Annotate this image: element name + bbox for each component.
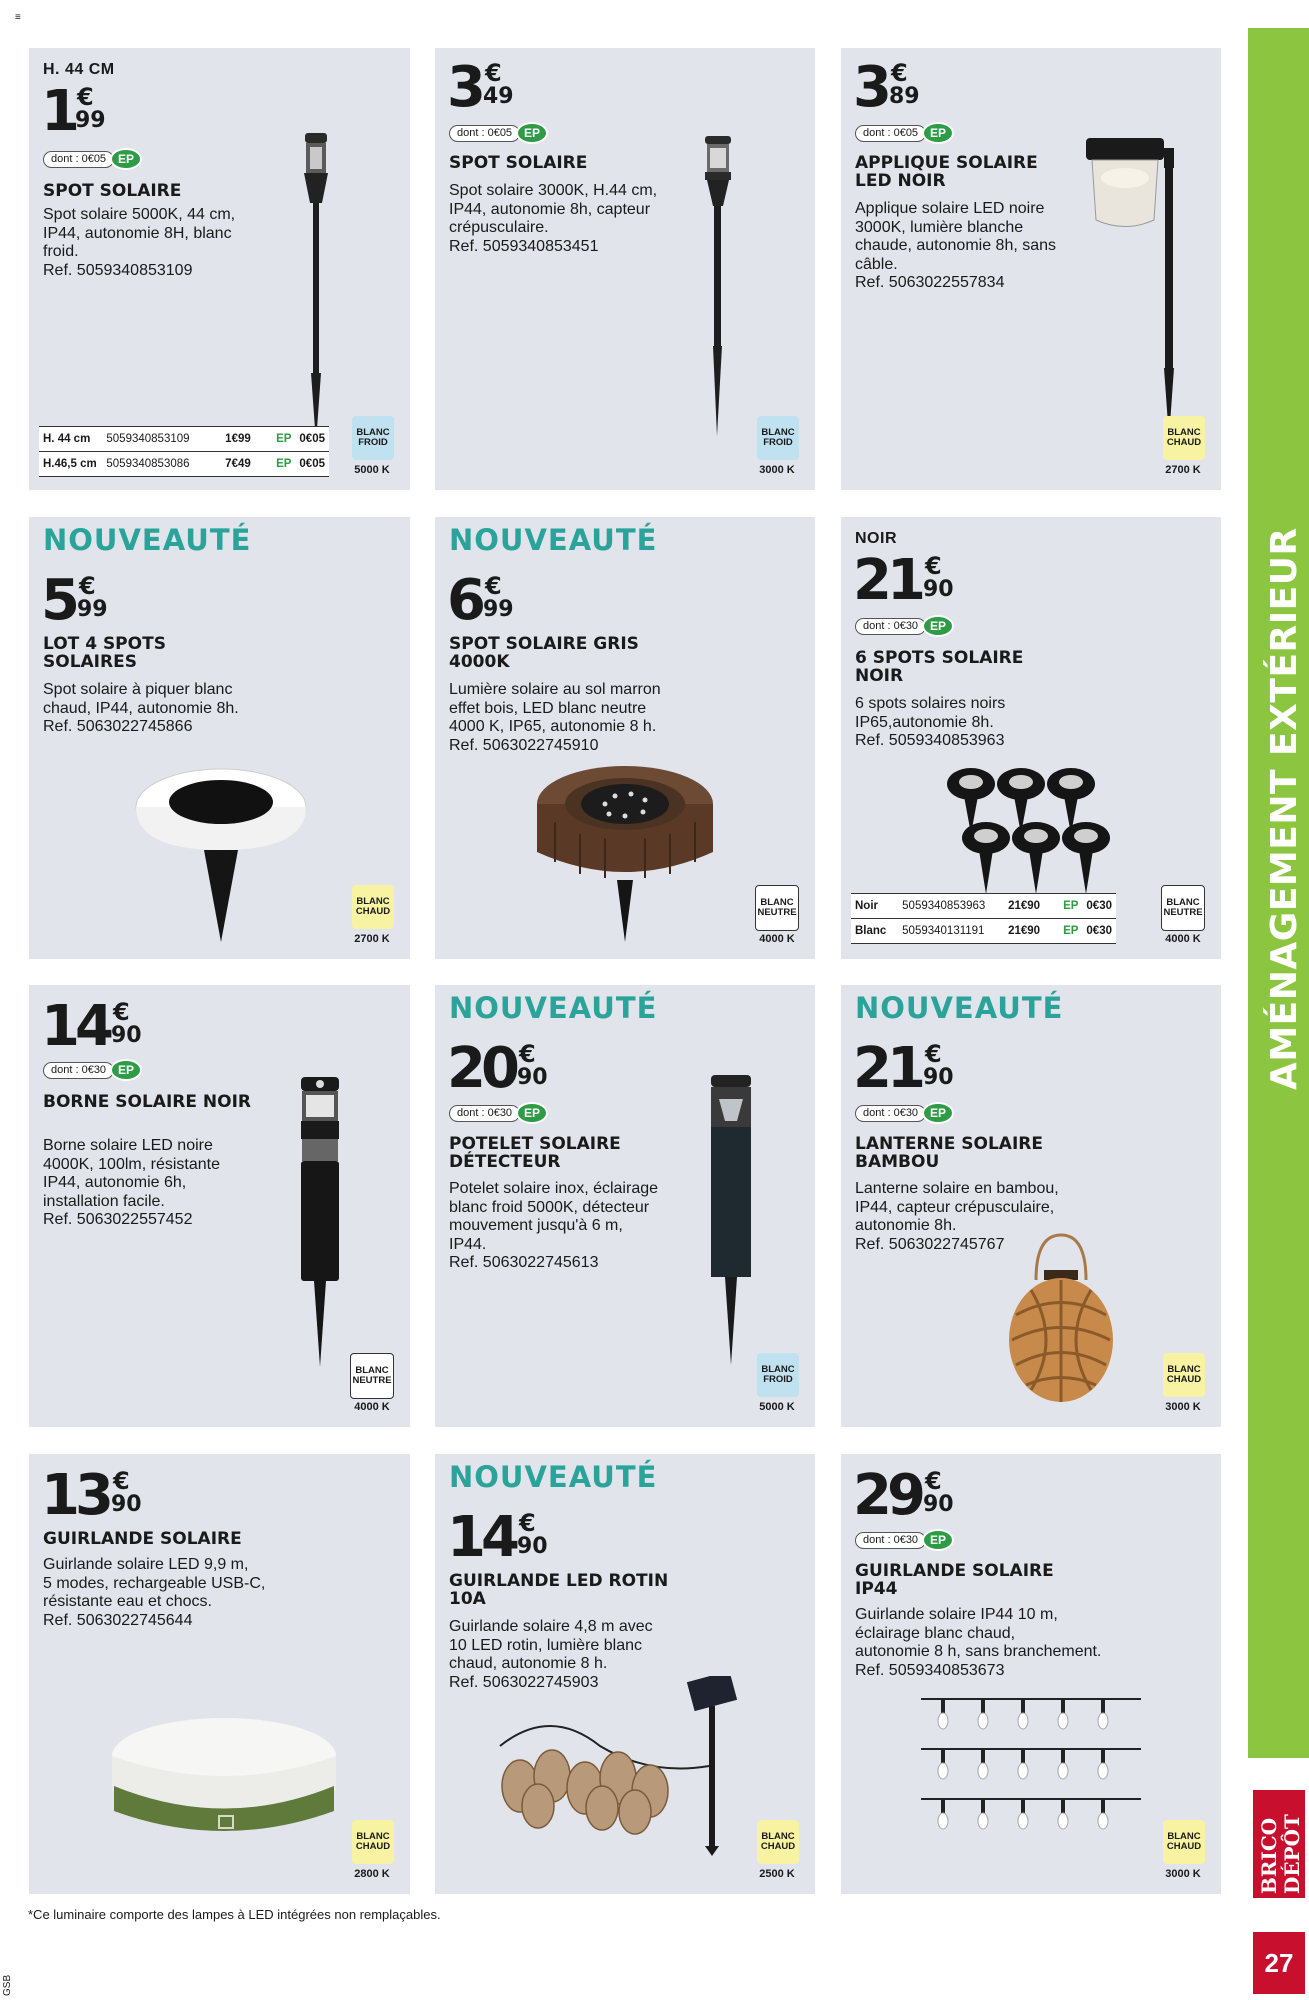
price-currency: €: [79, 572, 96, 600]
product-description: Borne solaire LED noire 4000K, 100lm, résistante IP44, autonomie 6h, installation facile. Ref. 5063022557452: [43, 1137, 220, 1228]
eco-amount: dont : 0€05: [855, 125, 926, 142]
kelvin-value: 2500 K: [759, 1868, 795, 1880]
product-title: GUIRLANDE SOLAIRE IP44: [855, 1561, 1054, 1599]
price-currency: €: [925, 552, 942, 580]
price-integer: 21: [853, 1036, 921, 1101]
ep-logo-icon: EP: [922, 1102, 954, 1124]
variant-price: 1€99: [225, 433, 251, 445]
page-number: 27: [1253, 1932, 1305, 1994]
product-title: SPOT SOLAIRE: [449, 153, 588, 173]
price-integer: 6: [447, 568, 481, 633]
variant-ref: 5059340853109: [106, 433, 190, 445]
product-description: Guirlande solaire IP44 10 m, éclairage blanc chaud, autonomie 8 h, sans branchement. Ref. 5059340853673: [855, 1606, 1102, 1679]
product-description: Spot solaire 3000K, H.44 cm, IP44, autonomie 8h, capteur crépusculaire. Ref. 5059340853451: [449, 182, 658, 255]
product-title: 6 SPOTS SOLAIRE NOIR: [855, 648, 1024, 686]
variant-eco: 0€30: [1086, 925, 1112, 937]
corner-code: GSB: [2, 1974, 13, 1996]
product-title: GUIRLANDE SOLAIRE: [43, 1529, 242, 1549]
ep-logo-icon: EP: [516, 122, 548, 144]
eco-participation: [855, 1102, 954, 1124]
price-cents: 90: [111, 1023, 142, 1048]
eco-amount: dont : 0€30: [855, 1532, 926, 1549]
product-description: Spot solaire à piquer blanc chaud, IP44, autonomie 8h. Ref. 5063022745866: [43, 681, 239, 735]
product-title: GUIRLANDE LED ROTIN 10A: [449, 1571, 669, 1609]
product-title: LOT 4 SPOTS SOLAIRES: [43, 634, 166, 672]
eco-amount: dont : 0€05: [43, 151, 114, 168]
product-card: [841, 517, 1221, 959]
price-currency: €: [113, 998, 130, 1026]
price-integer: 20: [447, 1036, 515, 1101]
corner-mark: ≡: [15, 12, 21, 23]
kelvin-value: 2800 K: [354, 1868, 390, 1880]
eco-participation: [43, 1059, 142, 1081]
brico-depot-logo: [1253, 1790, 1305, 1898]
light-temperature-badge: BLANC CHAUD: [352, 1820, 394, 1864]
eco-amount: dont : 0€30: [855, 618, 926, 635]
product-title: APPLIQUE SOLAIRE LED NOIR: [855, 153, 1038, 191]
guirlande-rotin-image: [490, 1676, 755, 1856]
eco-amount: dont : 0€30: [855, 1105, 926, 1122]
ep-icon: EP: [276, 458, 292, 470]
ep-icon: EP: [276, 433, 292, 445]
spot-piquer-image: [134, 762, 309, 947]
light-temperature-badge: BLANC NEUTRE: [350, 1353, 394, 1399]
variant-ref: 5059340853086: [106, 458, 190, 470]
kelvin-value: 4000 K: [1165, 933, 1201, 945]
product-card: [841, 48, 1221, 490]
potelet-solaire-image: [703, 1075, 763, 1385]
variant-eco: 0€30: [1086, 900, 1112, 912]
price-integer: 21: [853, 548, 921, 613]
product-card: [435, 985, 815, 1427]
price-integer: 29: [853, 1463, 921, 1528]
price-currency: €: [485, 59, 502, 87]
product-description: Spot solaire 5000K, 44 cm, IP44, autonomie 8H, blanc froid. Ref. 5059340853109: [43, 206, 236, 279]
light-temperature-badge: BLANC FROID: [757, 416, 799, 460]
product-title: SPOT SOLAIRE: [43, 181, 182, 201]
price-cents: 90: [923, 1492, 954, 1517]
eco-participation: [855, 122, 954, 144]
price-cents: 99: [77, 597, 108, 622]
ep-logo-icon: EP: [922, 122, 954, 144]
eco-amount: dont : 0€05: [449, 125, 520, 142]
light-temperature-badge: BLANC CHAUD: [1163, 1353, 1205, 1397]
product-card: [29, 48, 410, 490]
price-cents: 90: [517, 1065, 548, 1090]
applique-solaire-image: [1086, 138, 1196, 448]
product-card: [841, 985, 1221, 1427]
ep-logo-icon: EP: [516, 1102, 548, 1124]
product-subtitle: H. 44 CM: [43, 61, 115, 78]
variant-ref: 5059340853963: [902, 900, 986, 912]
variant-price: 21€90: [1008, 900, 1041, 912]
variant-eco: 0€05: [299, 458, 325, 470]
borne-solaire-image: [297, 1077, 347, 1377]
variant-ref: 5059340131191: [902, 925, 985, 937]
ep-logo-icon: EP: [922, 1529, 954, 1551]
new-tag: NOUVEAUTÉ: [449, 991, 658, 1025]
new-tag: NOUVEAUTÉ: [43, 523, 252, 557]
variant-eco: 0€05: [299, 433, 325, 445]
kelvin-value: 4000 K: [354, 1401, 390, 1413]
ep-icon: EP: [1063, 925, 1079, 937]
product-card: [29, 517, 410, 959]
kelvin-value: 2700 K: [354, 933, 390, 945]
product-description: Applique solaire LED noire 3000K, lumière blanche chaude, autonomie 8h, sans câble. Ref. 5063022557834: [855, 200, 1057, 291]
kelvin-value: 5000 K: [759, 1401, 795, 1413]
eco-amount: dont : 0€30: [449, 1105, 520, 1122]
new-tag: NOUVEAUTÉ: [449, 1460, 658, 1494]
price-currency: €: [925, 1467, 942, 1495]
variant-table: [851, 893, 1116, 944]
price-currency: €: [519, 1040, 536, 1068]
side-banner-title: AMÉNAGEMENT EXTÉRIEUR: [1264, 527, 1305, 1090]
price-cents: 90: [517, 1534, 548, 1559]
price-currency: €: [113, 1467, 130, 1495]
product-description: Lanterne solaire en bambou, IP44, capteur crépusculaire, autonomie 8h. Ref. 5063022745767: [855, 1180, 1059, 1253]
price-cents: 99: [75, 108, 106, 133]
logo-line1: BRICO: [1257, 1817, 1281, 1894]
price-integer: 13: [41, 1463, 109, 1528]
ep-logo-icon: EP: [110, 1059, 142, 1081]
product-card: [435, 48, 815, 490]
product-description: Guirlande solaire 4,8 m avec 10 LED rotin, lumière blanc chaud, autonomie 8 h. Ref. 5063022745903: [449, 1618, 653, 1691]
light-temperature-badge: BLANC FROID: [757, 1353, 799, 1397]
product-description: Guirlande solaire LED 9,9 m, 5 modes, rechargeable USB-C, résistante eau et chocs. Ref. 5063022745644: [43, 1556, 266, 1629]
variant-label: Blanc: [855, 925, 887, 937]
eco-participation: [449, 1102, 548, 1124]
product-title: POTELET SOLAIRE DÉTECTEUR: [449, 1134, 621, 1172]
price-cents: 49: [483, 84, 514, 109]
eco-participation: [43, 148, 142, 170]
price-integer: 1: [41, 79, 75, 144]
price-cents: 89: [889, 84, 920, 109]
variant-table: [39, 426, 329, 477]
light-temperature-badge: BLANC CHAUD: [1163, 1820, 1205, 1864]
footnote: *Ce luminaire comporte des lampes à LED intégrées non remplaçables.: [28, 1907, 441, 1922]
variant-label: Noir: [855, 900, 878, 912]
product-title: BORNE SOLAIRE NOIR: [43, 1092, 251, 1112]
product-title: LANTERNE SOLAIRE BAMBOU: [855, 1134, 1043, 1172]
eco-participation: [855, 1529, 954, 1551]
product-card: [435, 517, 815, 959]
light-temperature-badge: BLANC CHAUD: [757, 1820, 799, 1864]
ep-logo-icon: EP: [922, 615, 954, 637]
price-integer: 3: [447, 55, 481, 120]
kelvin-value: 5000 K: [354, 464, 390, 476]
price-integer: 3: [853, 55, 887, 120]
light-temperature-badge: BLANC NEUTRE: [1161, 885, 1205, 931]
ep-logo-icon: EP: [110, 148, 142, 170]
light-temperature-badge: BLANC NEUTRE: [755, 885, 799, 931]
product-card: [435, 1454, 815, 1894]
product-card: [29, 1454, 410, 1894]
price-integer: 14: [41, 994, 109, 1059]
ep-icon: EP: [1063, 900, 1079, 912]
product-description: 6 spots solaires noirs IP65,autonomie 8h. Ref. 5059340853963: [855, 695, 1006, 749]
price-currency: €: [77, 83, 94, 111]
product-title: SPOT SOLAIRE GRIS 4000K: [449, 634, 639, 672]
price-currency: €: [925, 1040, 942, 1068]
product-description: Lumière solaire au sol marron effet bois, LED blanc neutre 4000 K, IP65, autonomie 8 h. Ref. 5063022745910: [449, 681, 661, 754]
price-cents: 90: [923, 577, 954, 602]
new-tag: NOUVEAUTÉ: [449, 523, 658, 557]
eco-participation: [449, 122, 548, 144]
kelvin-value: 4000 K: [759, 933, 795, 945]
price-cents: 90: [923, 1065, 954, 1090]
variant-row: [39, 451, 329, 477]
price-integer: 14: [447, 1505, 515, 1570]
guirlande-solaire-box-image: [109, 1716, 339, 1851]
variant-label: H. 44 cm: [43, 433, 91, 445]
light-temperature-badge: BLANC FROID: [352, 416, 394, 460]
price-currency: €: [485, 572, 502, 600]
guirlande-ip44-image: [921, 1694, 1141, 1844]
lanterne-bambou-image: [1006, 1230, 1116, 1415]
variant-label: H.46,5 cm: [43, 458, 97, 470]
price-cents: 99: [483, 597, 514, 622]
spot-bois-image: [535, 762, 715, 947]
six-spots-image: [946, 764, 1116, 904]
price-currency: €: [519, 1509, 536, 1537]
eco-amount: dont : 0€30: [43, 1062, 114, 1079]
variant-row: [851, 918, 1116, 944]
price-cents: 90: [111, 1492, 142, 1517]
kelvin-value: 3000 K: [1165, 1401, 1201, 1413]
new-tag: NOUVEAUTÉ: [855, 991, 1064, 1025]
price-currency: €: [891, 59, 908, 87]
kelvin-value: 3000 K: [1165, 1868, 1201, 1880]
variant-price: 7€49: [225, 458, 251, 470]
variant-row: [851, 893, 1116, 918]
spot-solaire-image: [695, 136, 745, 446]
product-subtitle: NOIR: [855, 530, 897, 547]
light-temperature-badge: BLANC CHAUD: [352, 885, 394, 929]
variant-row: [39, 426, 329, 451]
product-card: [29, 985, 410, 1427]
variant-price: 21€90: [1008, 925, 1041, 937]
light-temperature-badge: BLANC CHAUD: [1163, 416, 1205, 460]
logo-line2: DÉPÔT: [1280, 1814, 1304, 1894]
eco-participation: [855, 615, 954, 637]
kelvin-value: 3000 K: [759, 464, 795, 476]
spot-solaire-image: [294, 133, 344, 453]
price-integer: 5: [41, 568, 75, 633]
kelvin-value: 2700 K: [1165, 464, 1201, 476]
product-card: [841, 1454, 1221, 1894]
product-description: Potelet solaire inox, éclairage blanc froid 5000K, détecteur mouvement jusqu'à 6 m, IP44. Ref. 5063022745613: [449, 1180, 659, 1271]
